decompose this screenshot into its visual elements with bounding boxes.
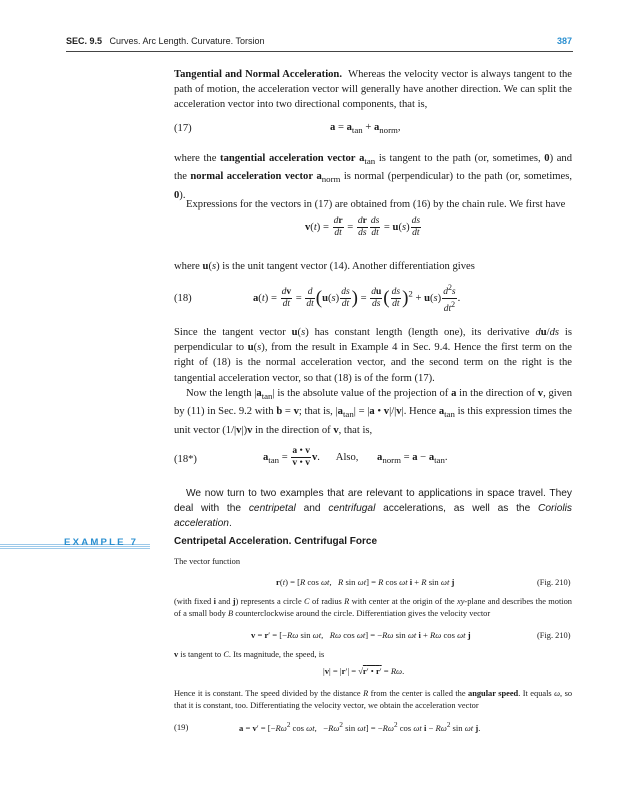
page-number: 387 (556, 36, 572, 46)
eq18star-label: (18*) (174, 454, 197, 465)
eq18: a(t) = $\frac{dv}{dt}$ = $\frac{d}{dt}$ (u(s) $\frac{ds}{dt}$ ) = $\frac{du}{ds}$ ( $\frac{ds}{dt}$ )$^2$ + u(s) $\frac{d^2s}{dt^2}$ . (253, 283, 461, 315)
example-description: (with fixed i and j) represents a circle C of radius R with center at the origin of the xy-plane and describes the motion of a small body B counterclockwise around the circle. Differentiation gives the velocity vector (174, 597, 572, 619)
eq-velocity-circle: v = r′ = [−Rω sin ωt, Rω cos ωt] = −Rω sin ωt i + Rω cos ωt j (251, 630, 471, 640)
eq-velocity: v(t) = $\frac{dr}{dt}$ = $\frac{dr}{ds}$ $\frac{ds}{dt}$ = u(s) $\frac{ds}{dt}$ (305, 216, 421, 238)
fig-ref-2: (Fig. 210) (537, 631, 571, 640)
paragraph-perpendicular: Since the tangent vector u(s) has constant length (length one), its derivative du/ds is perpendicular to u(s), from the result in Example 4 in Sec. 9.4. Hence the first term on the right of (18) is the normal acceleration vector, and the second term on the right is the tangential acceleration vector, so that (18) is of the form (17). (174, 327, 572, 384)
eq19-label: (19) (174, 722, 189, 732)
paragraph-space-travel: We now turn to two examples that are relevant to applications in space travel. They deal with the centripetal and centrifugal accelerations, as well as the Coriolis acceleration. (174, 488, 572, 530)
header-section: SEC. 9.5 Curves. Arc Length. Curvature. Torsion (66, 36, 265, 46)
paragraph-vector-definitions: where the tangential acceleration vector $a_{tan}$ is tangent to the path (or, sometimes, 0) and the normal acceleration vector $a_{norm}$ is normal (perpendicular) to the path (or, sometimes, 0). (174, 153, 572, 201)
eq18-label: (18) (174, 293, 192, 304)
example-title: Centripetal Acceleration. Centrifugal Force (174, 536, 378, 547)
paragraph-tangential-normal: Tangential and Normal Acceleration. Whereas the velocity vector is always tangent to the path of motion, the acceleration vector will generally have another direction. We can split the acceleration vector into two directional components, that is, (174, 69, 573, 111)
eq-position: r(t) = [R cos ωt, R sin ωt] = R cos ωt i + R sin ωt j (276, 577, 455, 587)
eq17: $a = a_{tan} + a_{norm}$, (330, 122, 401, 136)
eq19: $a = v' = [-R\omega^2$ cos ωt, $-R\omega^2$ $\sin \omega t] = -R\omega^2$ cos ωt $i - R\omega^2$ sin ωt j. (239, 721, 481, 733)
example-label: EXAMPLE 7 (64, 537, 139, 548)
eq18star: $a_{tan}$ = $\frac{a • v}{v • v}$ v. Also, $a_{norm} = a - a_{tan}$. (263, 446, 448, 468)
fig-ref-1: (Fig. 210) (537, 578, 571, 587)
eq-speed: |v| = |r′| = √r′ • r′ = Rω. (323, 666, 405, 676)
eq17-label: (17) (174, 123, 192, 134)
example-tangent: v is tangent to C. Its magnitude, the speed, is (174, 650, 325, 659)
running-header (66, 36, 572, 52)
example-intro: The vector function (174, 557, 241, 566)
header-rule (66, 51, 573, 52)
paragraph-unit-tangent: where u(s) is the unit tangent vector (14). Another differentiation gives (174, 261, 475, 272)
example-angular-speed: Hence it is constant. The speed divided by the distance R from the center is called the angular speed. It equals ω, so that it is constant, too. Differentiating the velocity vector, we obtain the acceleration vector (174, 689, 573, 711)
paragraph-chain-rule: Expressions for the vectors in (17) are obtained from (16) by the chain rule. We first have (186, 199, 566, 210)
paragraph-length-projection: Now the length $|a_{tan}|$ is the absolute value of the projection of a in the direction of v, given by (11) in Sec. 9.2 with b = v; that is, $|a_{tan}| = |a$ • v|/|v|. Hence $a_{tan}$ is this expression times the unit vector (1/|v|)v in the direction of v, that is, (174, 388, 573, 436)
